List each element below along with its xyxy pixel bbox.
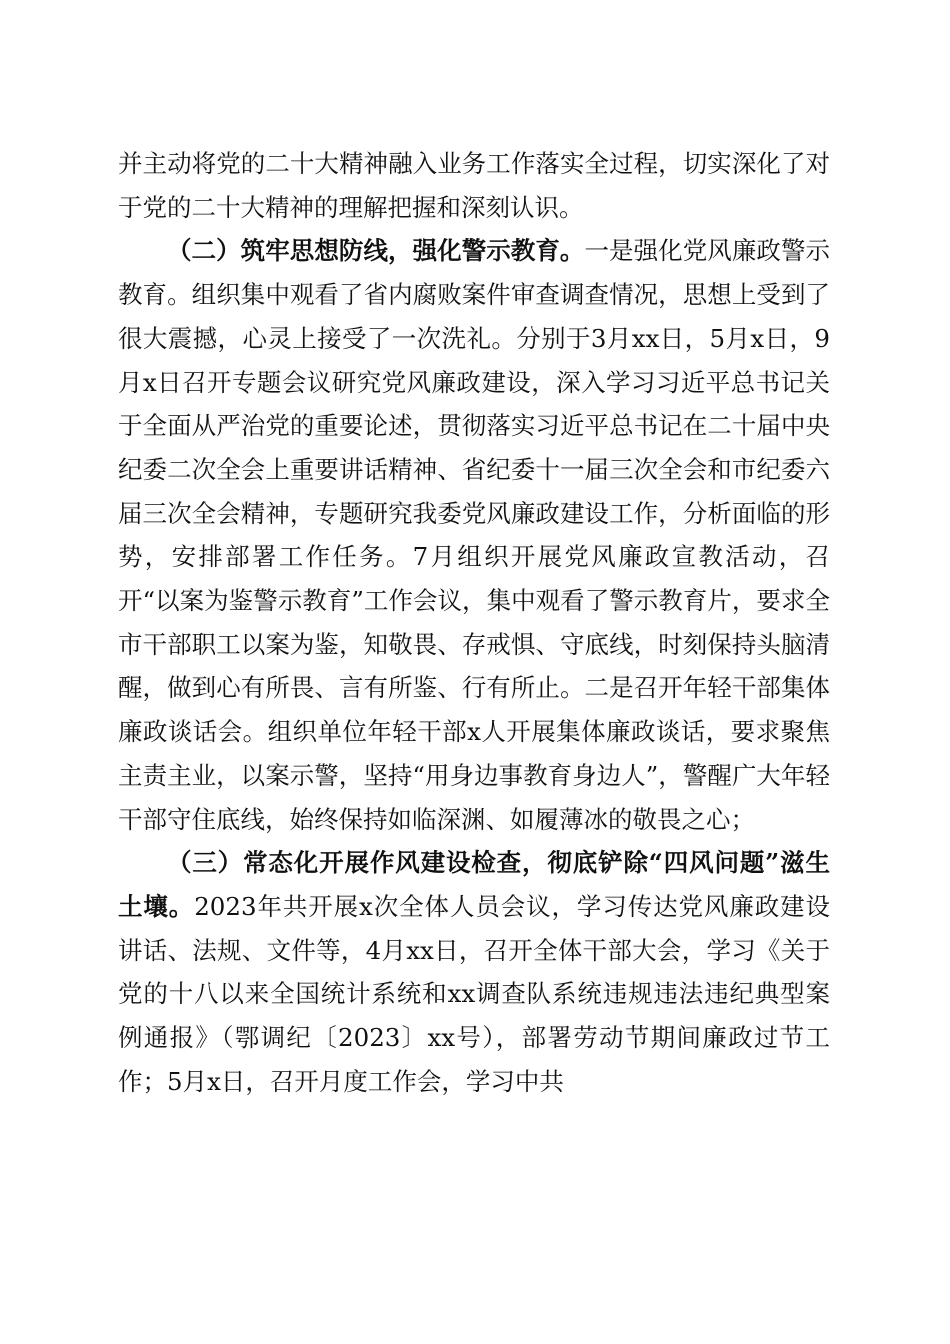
section-3-body: 2023年共开展x次全体人员会议，学习传达党风廉政建设讲话、法规、文件等，4月xx日，召开全体干部大会，学习《关于党的十八以来全国统计系统和xx调查队系统违规违法违纪典型案例通报》（鄂调纪〔2023〕xx号），部署劳动节期间廉政过节工作；5月x日，召开月度工作会，学习中共 [118, 891, 831, 1096]
section-3-paragraph [118, 841, 830, 1103]
paragraph-continuation: 并主动将党的二十大精神融入业务工作落实全过程，切实深化了对于党的二十大精神的理解把握和深刻认识。 [118, 149, 830, 222]
section-2-paragraph [118, 229, 830, 841]
section-3-heading: （三）常态化开展作风建设检查，彻底铲除“四风问题”滋生土壤。 [118, 848, 830, 921]
section-2-heading: （二）筑牢思想防线，强化警示教育。 [167, 236, 585, 266]
document-page [118, 142, 830, 1103]
section-2-body: 一是强化党风廉政警示教育。组织集中观看了省内腐败案件审查调查情况，思想上受到了很大震撼，心灵上接受了一次洗礼。分别于3月xx日，5月x日，9月x日召开专题会议研究党风廉政建设，深入学习习近平总书记关于全面从严治党的重要论述，贯彻落实习近平总书记在二十届中央纪委二次全会上重要讲话精神、省纪委十一届三次全会和市纪委六届三次全会精神，专题研究我委党风廉政建设工作，分析面临的形势，安排部署工作任务。7月组织开展党风廉政宣教活动，召开“以案为鉴警示教育”工作会议，集中观看了警示教育片，要求全市干部职工以案为鉴，知敬畏、存戒惧、守底线，时刻保持头脑清醒，做到心有所畏、言有所鉴、行有所止。二是召开年轻干部集体廉政谈话会。组织单位年轻干部x人开展集体廉政谈话，要求聚焦主责主业，以案示警，坚持“用身边事教育身边人”，警醒广大年轻干部守住底线，始终保持如临深渊、如履薄冰的敬畏之心； [118, 236, 831, 834]
